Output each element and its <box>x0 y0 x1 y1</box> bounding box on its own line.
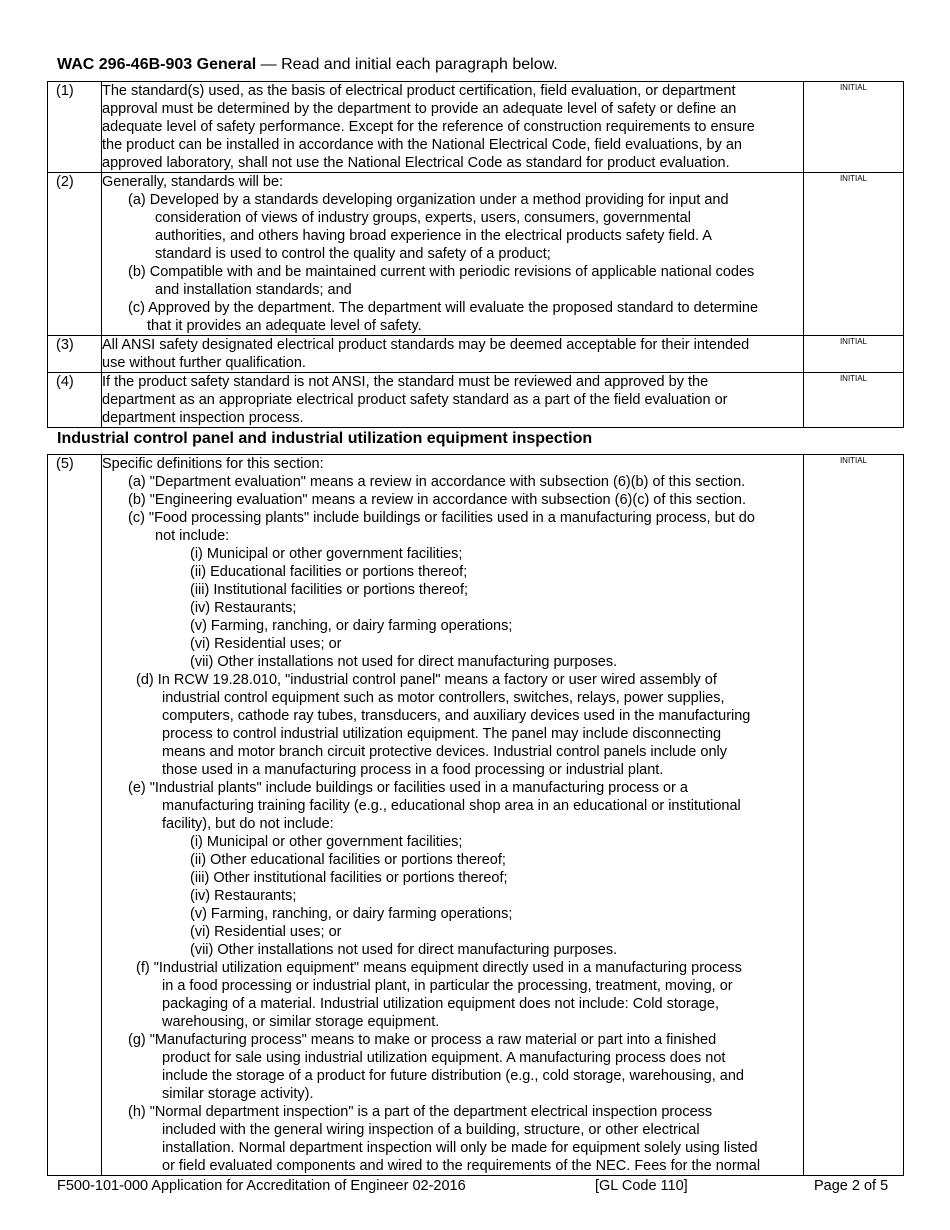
section-heading-industrial: Industrial control panel and industrial utilization equipment inspection <box>57 430 593 447</box>
paragraph-line: (v) Farming, ranching, or dairy farming operations; <box>190 618 513 634</box>
section-heading-instruction: — Read and initial each paragraph below. <box>256 56 558 73</box>
paragraph-line: (b) "Engineering evaluation" means a review in accordance with subsection (6)(c) of this section. <box>128 492 746 508</box>
paragraph-number: (3) <box>48 336 102 373</box>
paragraph-line: (i) Municipal or other government facilities; <box>190 834 463 850</box>
initial-label: INITIAL <box>839 374 868 383</box>
paragraph-row <box>48 336 904 373</box>
paragraph-line: Specific definitions for this section: <box>102 456 324 472</box>
paragraph-line: (h) "Normal department inspection" is a part of the department electrical inspection process <box>128 1104 713 1120</box>
paragraph-line: (vi) Residential uses; or <box>190 636 342 652</box>
initial-label: INITIAL <box>839 337 868 346</box>
paragraph-number: (4) <box>48 373 102 428</box>
paragraph-line: means and motor branch circuit protective devices. Industrial control panels include only <box>162 744 727 760</box>
paragraph-line: (vi) Residential uses; or <box>190 924 342 940</box>
paragraph-line: (vii) Other installations not used for direct manufacturing purposes. <box>190 942 618 958</box>
paragraph-line: packaging of a material. Industrial utilization equipment does not include: Cold storage, <box>162 996 719 1012</box>
paragraph-line: in a food processing or industrial plant, in particular the processing, treatment, moving, or <box>162 978 733 994</box>
initial-field[interactable] <box>804 82 904 173</box>
paragraph-line: product for sale using industrial utilization equipment. A manufacturing process does not <box>162 1050 726 1066</box>
paragraph-number: (1) <box>48 82 102 173</box>
paragraph-line: approved laboratory, shall not use the National Electrical Code as standard for product evaluation. <box>102 155 730 171</box>
paragraph-line: include the storage of a product for future distribution (e.g., cold storage, warehousing, and <box>162 1068 744 1084</box>
section-heading-title: WAC 296-46B-903 General <box>57 56 257 73</box>
paragraph-line: (ii) Other educational facilities or portions thereof; <box>190 852 506 868</box>
footer-page-number: Page 2 of 5 <box>814 1178 889 1194</box>
paragraph-row <box>48 82 904 173</box>
initial-field[interactable] <box>804 336 904 373</box>
paragraph-line: that it provides an adequate level of safety. <box>147 318 422 334</box>
paragraph-line: authorities, and others having broad experience in the electrical products safety field. A <box>155 228 712 244</box>
paragraph-row <box>48 373 904 428</box>
paragraph-text <box>102 373 804 428</box>
paragraph-line: All ANSI safety designated electrical product standards may be deemed acceptable for their intended <box>102 337 750 353</box>
paragraph-line: warehousing, or similar storage equipment. <box>162 1014 440 1030</box>
paragraph-line: (d) In RCW 19.28.010, "industrial control panel" means a factory or user wired assembly of <box>136 672 717 688</box>
section-heading-general <box>57 56 558 74</box>
initial-field[interactable] <box>804 455 904 1176</box>
paragraph-line: (e) "Industrial plants" include buildings or facilities used in a manufacturing process or a <box>128 780 688 796</box>
paragraph-line: computers, cathode ray tubes, transducers, and auxiliary devices used in the manufacturing <box>162 708 751 724</box>
paragraph-line: (ii) Educational facilities or portions thereof; <box>190 564 468 580</box>
paragraph-line: included with the general wiring inspection of a building, structure, or other electrical <box>162 1122 700 1138</box>
paragraph-line: standard is used to control the quality and safety of a product; <box>155 246 551 262</box>
paragraph-line: (c) Approved by the department. The department will evaluate the proposed standard to determine <box>128 300 759 316</box>
paragraph-line: manufacturing training facility (e.g., educational shop area in an educational or institutional <box>162 798 741 814</box>
paragraph-line: (v) Farming, ranching, or dairy farming operations; <box>190 906 513 922</box>
paragraph-text <box>102 82 804 173</box>
paragraph-line: (a) "Department evaluation" means a review in accordance with subsection (6)(b) of this section. <box>128 474 746 490</box>
paragraph-line: process to control industrial utilization equipment. The panel may include disconnecting <box>162 726 722 742</box>
paragraph-row <box>48 455 904 1176</box>
paragraph-line: If the product safety standard is not ANSI, the standard must be reviewed and approved by the <box>102 374 709 390</box>
paragraph-text <box>102 455 804 1176</box>
initial-field[interactable] <box>804 373 904 428</box>
paragraph-line: those used in a manufacturing process in a food processing or industrial plant. <box>162 762 664 778</box>
paragraph-line: (i) Municipal or other government facilities; <box>190 546 463 562</box>
initial-label: INITIAL <box>839 456 868 465</box>
paragraphs-table-general <box>47 81 904 428</box>
paragraph-line: or field evaluated components and wired to the requirements of the NEC. Fees for the normal <box>162 1158 761 1174</box>
paragraph-line: use without further qualification. <box>102 355 306 371</box>
paragraph-line: (iii) Other institutional facilities or portions thereof; <box>190 870 508 886</box>
initial-label: INITIAL <box>839 174 868 183</box>
paragraph-line: (vii) Other installations not used for direct manufacturing purposes. <box>190 654 618 670</box>
paragraph-line: the product can be installed in accordance with the National Electrical Code, field evaluations, by an <box>102 137 742 153</box>
paragraph-line: (iii) Institutional facilities or portions thereof; <box>190 582 469 598</box>
paragraph-number: (2) <box>48 173 102 336</box>
paragraph-line: (a) Developed by a standards developing organization under a method providing for input and <box>128 192 729 208</box>
footer-form-id: F500-101-000 Application for Accreditation of Engineer 02-2016 <box>57 1178 466 1194</box>
paragraph-row <box>48 173 904 336</box>
paragraph-line: approval must be determined by the department to provide an adequate level of safety or define an <box>102 101 737 117</box>
paragraph-line: department inspection process. <box>102 410 304 426</box>
paragraph-line: (c) "Food processing plants" include buildings or facilities used in a manufacturing process, but do <box>128 510 755 526</box>
paragraph-line: (g) "Manufacturing process" means to make or process a raw material or part into a finished <box>128 1032 717 1048</box>
paragraph-text <box>102 173 804 336</box>
paragraph-line: facility), but do not include: <box>162 816 334 832</box>
paragraph-line: (iv) Restaurants; <box>190 888 297 904</box>
paragraph-line: similar storage activity). <box>162 1086 314 1102</box>
paragraph-number: (5) <box>48 455 102 1176</box>
paragraph-line: and installation standards; and <box>155 282 352 298</box>
paragraph-line: (iv) Restaurants; <box>190 600 297 616</box>
paragraph-line: not include: <box>155 528 230 544</box>
paragraph-line: installation. Normal department inspection will only be made for equipment solely using listed <box>162 1140 758 1156</box>
initial-label: INITIAL <box>839 83 868 92</box>
paragraph-line: industrial control equipment such as motor controllers, switches, relays, power supplies, <box>162 690 725 706</box>
initial-field[interactable] <box>804 173 904 336</box>
paragraph-line: department as an appropriate electrical product safety standard as a part of the field evaluation or <box>102 392 728 408</box>
paragraph-line: (f) "Industrial utilization equipment" means equipment directly used in a manufacturing process <box>136 960 742 976</box>
paragraph-line: adequate level of safety performance. Except for the reference of construction requirements to ensure <box>102 119 755 135</box>
paragraph-line: consideration of views of industry groups, experts, users, consumers, governmental <box>155 210 691 226</box>
paragraph-line: (b) Compatible with and be maintained current with periodic revisions of applicable national codes <box>128 264 755 280</box>
paragraph-text <box>102 336 804 373</box>
paragraph-line: Generally, standards will be: <box>102 174 284 190</box>
paragraph-table-definitions <box>47 454 904 1176</box>
footer-gl-code: [GL Code 110] <box>595 1178 688 1194</box>
paragraph-line: The standard(s) used, as the basis of electrical product certification, field evaluation, or department <box>102 83 736 99</box>
